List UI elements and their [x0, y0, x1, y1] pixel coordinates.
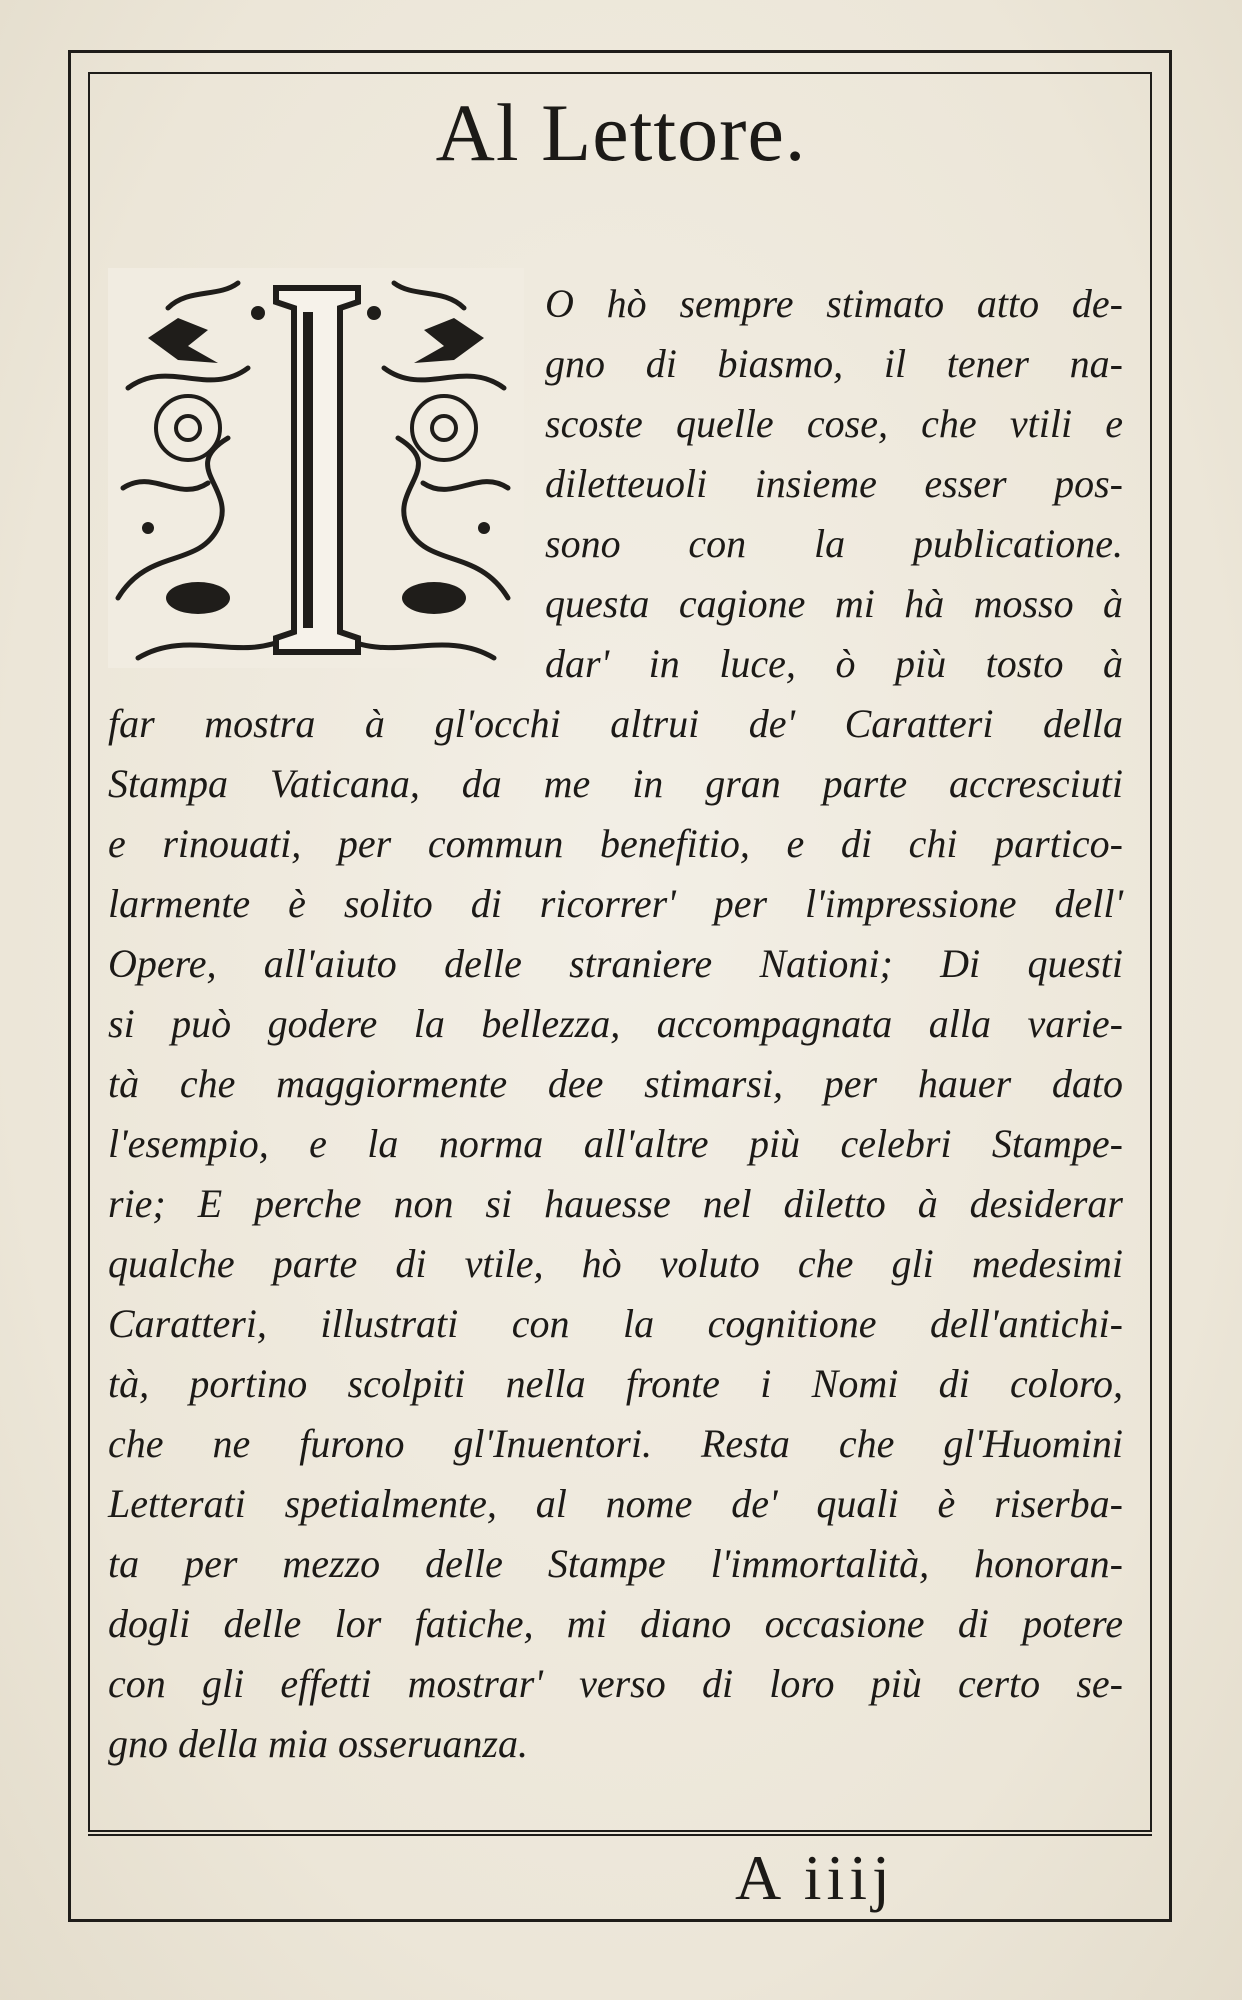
- text-line-8: far mostra à gl'occhi altrui de' Caratteri della: [108, 701, 1123, 746]
- signature-mark: A iiij: [735, 1842, 895, 1913]
- text-line-5: sono con la publicatione.: [545, 521, 1123, 566]
- text-line-3: scoste quelle cose, che vtili e: [545, 401, 1123, 446]
- text-line-20: che ne furono gl'Inuentori. Resta che gl'Huomini: [108, 1421, 1123, 1466]
- text-line-17: qualche parte di vtile, hò voluto che gli medesimi: [108, 1241, 1123, 1286]
- text-line-1: O hò sempre stimato atto de-: [545, 281, 1123, 326]
- text-line-9: Stampa Vaticana, da me in gran parte accresciuti: [108, 761, 1123, 806]
- text-line-21: Letterati spetialmente, al nome de' quali è riserba-: [108, 1481, 1123, 1526]
- text-line-23: dogli delle lor fatiche, mi diano occasione di potere: [108, 1601, 1123, 1646]
- text-line-10: e rinouati, per commun benefitio, e di chi partico-: [108, 821, 1123, 866]
- text-line-15: l'esempio, e la norma all'altre più celebri Stampe-: [108, 1121, 1123, 1166]
- text-line-25: gno della mia osseruanza.: [108, 1721, 528, 1766]
- page-title: Al Lettore.: [435, 87, 807, 178]
- text-line-16: rie; E perche non si hauesse nel diletto à desiderar: [108, 1181, 1123, 1226]
- text-line-6: questa cagione mi hà mosso à: [545, 581, 1123, 626]
- bottom-rule: [88, 1834, 1152, 1836]
- text-line-7: dar' in luce, ò più tosto à: [545, 641, 1123, 686]
- text-line-24: con gli effetti mostrar' verso di loro più certo se-: [108, 1661, 1123, 1706]
- decorated-initial-letter: [108, 268, 524, 668]
- text-line-2: gno di biasmo, il tener na-: [545, 341, 1123, 386]
- text-line-11: larmente è solito di ricorrer' per l'impressione dell': [108, 881, 1123, 926]
- text-line-19: tà, portino scolpiti nella fronte i Nomi di coloro,: [108, 1361, 1123, 1406]
- text-line-4: diletteuoli insieme esser pos-: [545, 461, 1123, 506]
- text-line-22: ta per mezzo delle Stampe l'immortalità, honoran-: [108, 1541, 1123, 1586]
- text-line-18: Caratteri, illustrati con la cognitione dell'antichi-: [108, 1301, 1123, 1346]
- text-line-14: tà che maggiormente dee stimarsi, per hauer dato: [108, 1061, 1123, 1106]
- text-line-12: Opere, all'aiuto delle straniere Nationi; Di questi: [108, 941, 1123, 986]
- text-line-13: si può godere la bellezza, accompagnata alla varie-: [108, 1001, 1123, 1046]
